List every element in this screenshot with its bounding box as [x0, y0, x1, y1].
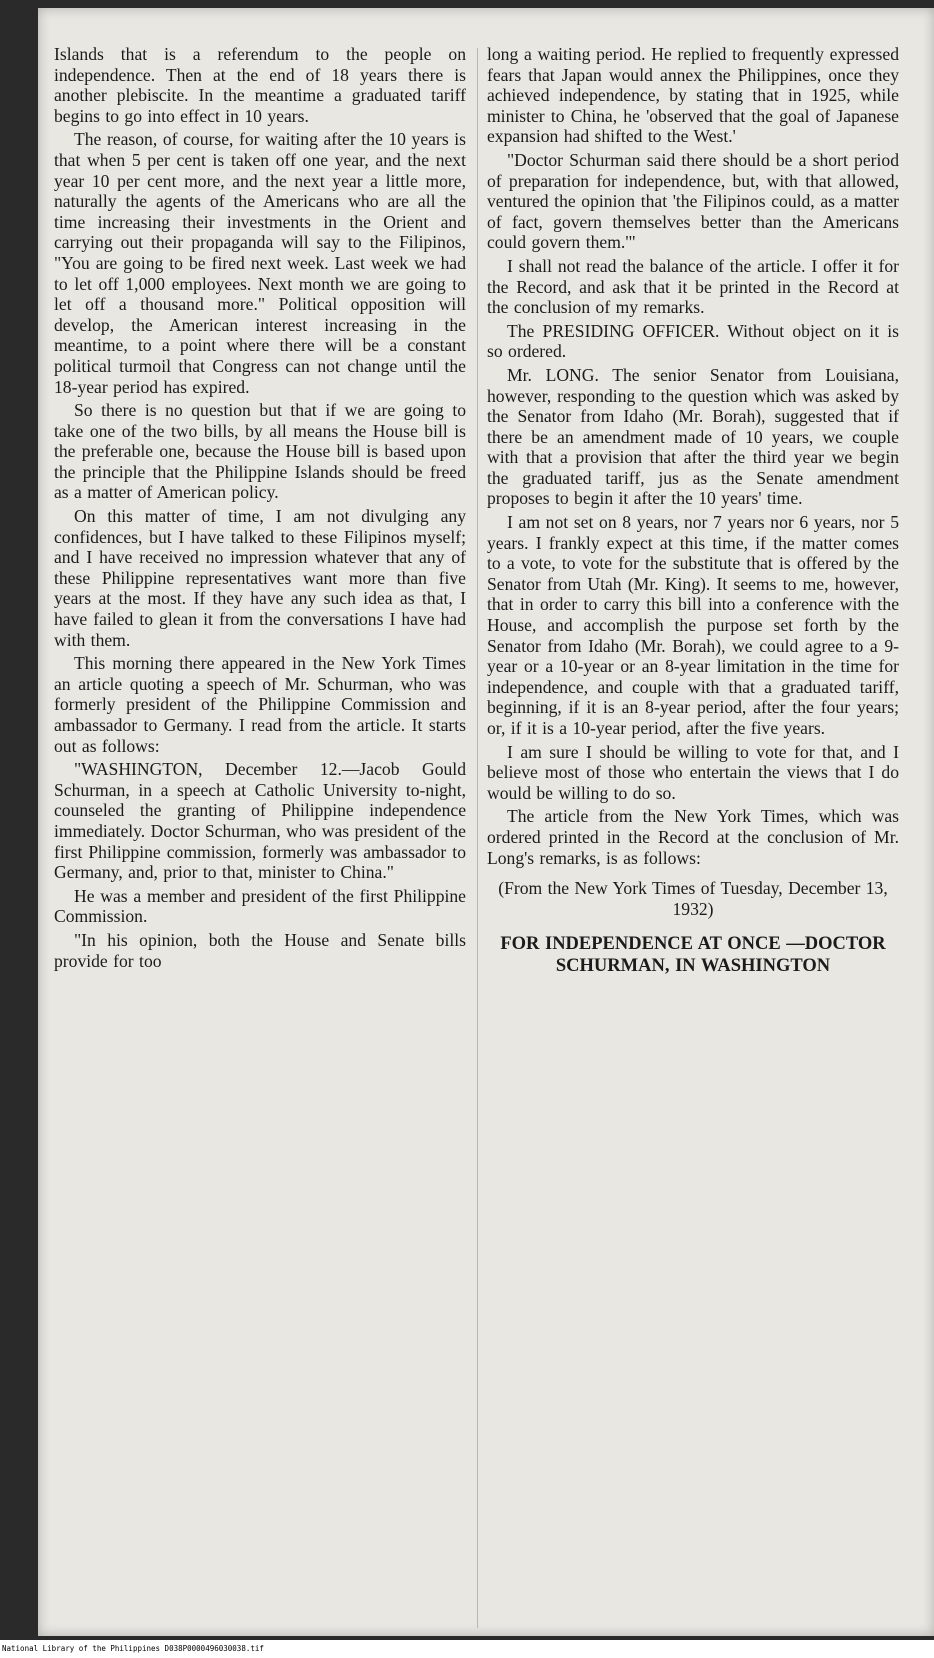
right-column: [487, 44, 899, 980]
paragraph: This morning there appeared in the New York Times an article quoting a speech of Mr. Schurman, who was formerly president of the Philippine Commission and ambassador to Germany. I read from the article. It starts out as follows:: [54, 653, 466, 756]
newspaper-clipping: [38, 8, 934, 1636]
paragraph: "In his opinion, both the House and Senate bills provide for too: [54, 929, 466, 971]
paragraph: The article from the New York Times, which was ordered printed in the Record at the conclusion of Mr. Long's remarks, is as follows:: [487, 806, 899, 868]
left-column: [54, 44, 466, 974]
paragraph: I am sure I should be willing to vote for that, and I believe most of those who entertain the views that I do would be willing to do so.: [487, 741, 899, 803]
column-divider: [477, 48, 478, 1628]
paragraph: "Doctor Schurman said there should be a short period of preparation for independence, but, with that allowed, ventured the opinion that 'the Filipinos could, as a matter of fact, govern themselves better than the Americans could govern them.'": [487, 149, 899, 253]
paragraph: Mr. LONG. The senior Senator from Louisiana, however, responding to the question which was asked by the Senator from Idaho (Mr. Borah), suggested that if there be an amendment made of 10 years, we couple with that a provision that after the third year we begin the graduated tariff, jus as the Senate amendment proposes to begin it after the 10 years' time.: [487, 364, 899, 509]
paragraph: "WASHINGTON, December 12.—Jacob Gould Schurman, in a speech at Catholic University to-night, counseled the granting of Philippine independence immediately. Doctor Schurman, who was president of the first Philippine commission, formerly was ambassador to Germany, and, prior to that, minister to China.": [54, 759, 466, 883]
paragraph: I am not set on 8 years, nor 7 years nor 6 years, nor 5 years. I frankly expect at this time, if the matter comes to a vote, to vote for the substitute that is offered by the Senator from Utah (Mr. King). It seems to me, however, that in order to carry this bill into a conference with the House, and accomplish the purpose set forth by the Senator from Idaho (Mr. Borah), we could agree to a 9-year or a 10-year or an 8-year limitation in the time for independence, and couple with that a graduated tariff, beginning, if it is an 8-year period, after the four years; or, if it is a 10-year period, after the five years.: [487, 512, 899, 738]
paragraph: On this matter of time, I am not divulging any confidences, but I have talked to these Filipinos myself; and I have received no impression whatever that any of these Philippine representatives want more than five years at the most. If they have any such idea as that, I have failed to glean it from the conversations I have had with them.: [54, 506, 466, 650]
paragraph: long a waiting period. He replied to frequently expressed fears that Japan would annex the Philippines, once they achieved independence, by stating that in 1925, while minister to China, he 'observed that the goal of Japanese expansion had shifted to the West.': [487, 44, 899, 147]
paragraph: The reason, of course, for waiting after the 10 years is that when 5 per cent is taken off one year, and the next year 10 per cent more, and the next year a little more, naturally the agents of the Americans who are all the time increasing their investments in the Orient and carrying out their propaganda will say to the Filipinos, "You are going to be fired next week. Last week we had to let off 1,000 employees. Next month we are going to let off a thousand more." Political opposition will develop, the American interest increasing in the meantime, to a point where there will be a constant political turmoil that Congress can not change until the 18-year period has expired.: [54, 129, 466, 397]
paragraph: I shall not read the balance of the article. I offer it for the Record, and ask that it be printed in the Record at the conclusion of my remarks.: [487, 255, 899, 318]
paragraph: So there is no question but that if we are going to take one of the two bills, by all means the House bill is the preferable one, because the House bill is based upon the principle that the Philippine Islands should be freed as a matter of American policy.: [54, 400, 466, 503]
archive-footer: National Library of the Philippines D038P0000496030038.tif: [0, 1640, 934, 1658]
article-headline: FOR INDEPENDENCE AT ONCE —DOCTOR SCHURMAN, IN WASHINGTON: [500, 934, 886, 977]
source-line: (From the New York Times of Tuesday, December 13, 1932): [498, 878, 888, 919]
paragraph: The PRESIDING OFFICER. Without object on it is so ordered.: [487, 320, 899, 362]
paragraph: He was a member and president of the first Philippine Commission.: [54, 885, 466, 927]
paragraph: Islands that is a referendum to the people on independence. Then at the end of 18 years there is another plebiscite. In the meantime a graduated tariff begins to go into effect in 10 years.: [54, 44, 466, 126]
